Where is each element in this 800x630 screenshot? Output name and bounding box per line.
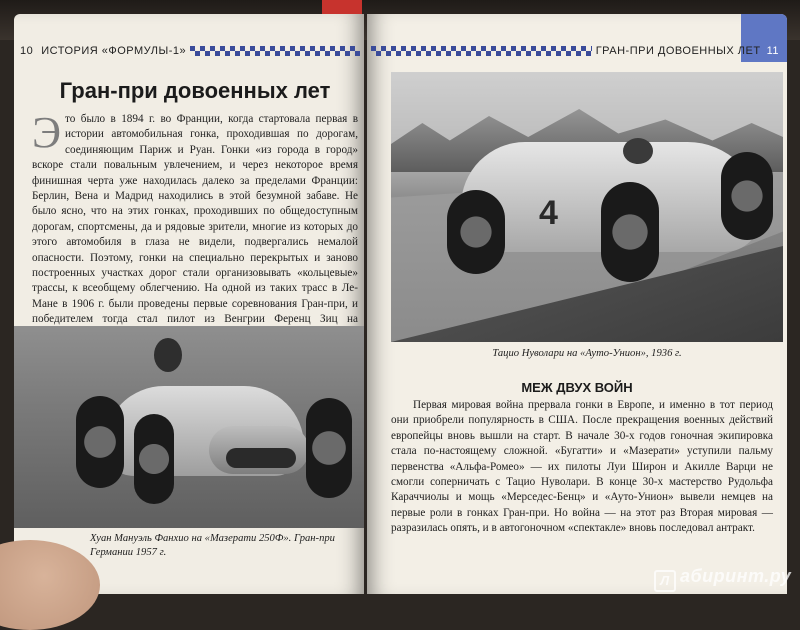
left-body-text bbox=[32, 108, 358, 343]
right-page bbox=[367, 14, 787, 594]
left-running-head-text: ИСТОРИЯ «ФОРМУЛЫ-1» bbox=[41, 45, 187, 57]
left-running-head bbox=[14, 42, 364, 60]
driver-helmet bbox=[154, 338, 182, 372]
right-running-head-text: ГРАН-ПРИ ДОВОЕННЫХ ЛЕТ bbox=[595, 45, 761, 57]
photo-auto-union bbox=[391, 72, 783, 342]
photo-maserati bbox=[14, 326, 364, 528]
left-paragraph: то было в 1894 г. во Франции, когда стартовала первая в истории автомобильная гонка, проходившая по дорогам, соединяющим Париж и Руан. Гонки «из города в город» вскоре стали повальным увлечением, и через некоторое время финишная черта уже находилась далеко за пределами Франции: Берлин, Вена и Мадрид находились в этой безумной забаве. Не было ясно, что на этих гонках, проходивших по общедоступным дорогам, спортсмены, да и рядовые зрители, многие из которых до этого автомобиля в глаза не видели, подвергались немалой опасности. Поэтому, гонки на специально перекрытых и заново построенных участках дорог стали организовывать «кольцевые» трассы, к всеобщему облегчению. На одной из таких трасс в Ле-Мане в 1906 г. были проведены первые соревнования Гран-при, и победителем тогда стал пилот из Венгрии Ференц Зиц на bbox=[32, 113, 358, 326]
left-photo-caption: Хуан Мануэль Фанхио на «Мазерати 250Ф». Гран-при Германии 1957 г. bbox=[90, 533, 335, 558]
car-wheel bbox=[601, 182, 659, 282]
car-wheel bbox=[76, 396, 124, 488]
checkered-stripe bbox=[190, 46, 360, 56]
right-photo-caption: Тацио Нуволари на «Ауто-Унион», 1936 г. bbox=[492, 348, 682, 359]
watermark-text: абиринт.ру bbox=[680, 566, 792, 586]
page-title: Гран-при довоенных лет bbox=[59, 78, 331, 103]
checkered-stripe bbox=[371, 46, 592, 56]
right-body-text bbox=[391, 398, 773, 537]
left-page bbox=[14, 14, 364, 594]
right-running-head bbox=[367, 42, 787, 60]
drop-cap: Э bbox=[32, 108, 62, 157]
driver-helmet bbox=[623, 138, 653, 164]
right-paragraph: Первая мировая война прервала гонки в Европе, и именно в тот период они приобрели популярность в США. После прекращения военных действий европейцы вновь вышли на старт. В начале 30-х годов гоночная экипировка стала по-настоящему сложной. «Бугатти» и «Мазерати» уступили пальму первенства «Альфа-Ромео» — их пилоты Луи Широн и Акилле Варци не смогли соперничать с Тацио Нуволари. В конце 30-х мастерство Рудольфа Караччиолы и мощь «Мерседес-Бенц» и «Ауто-Унион» вывели немцев на первые роли в гонках Гран-при. Но война — на этот раз Вторая мировая — разразилась опять, и в автогоночном «спектакле» вновь последовал антракт. bbox=[391, 399, 773, 535]
car-wheel bbox=[447, 190, 505, 274]
section-heading: МЕЖ ДВУХ ВОЙН bbox=[521, 380, 633, 395]
right-page-number: 11 bbox=[766, 45, 779, 57]
watermark-logo: Л bbox=[654, 570, 676, 592]
car-number: 4 bbox=[539, 194, 558, 232]
car-wheel bbox=[306, 398, 352, 498]
car-grille bbox=[226, 448, 296, 468]
left-page-number: 10 bbox=[20, 45, 34, 57]
watermark bbox=[654, 566, 791, 592]
car-wheel bbox=[721, 152, 773, 240]
car-wheel bbox=[134, 414, 174, 504]
